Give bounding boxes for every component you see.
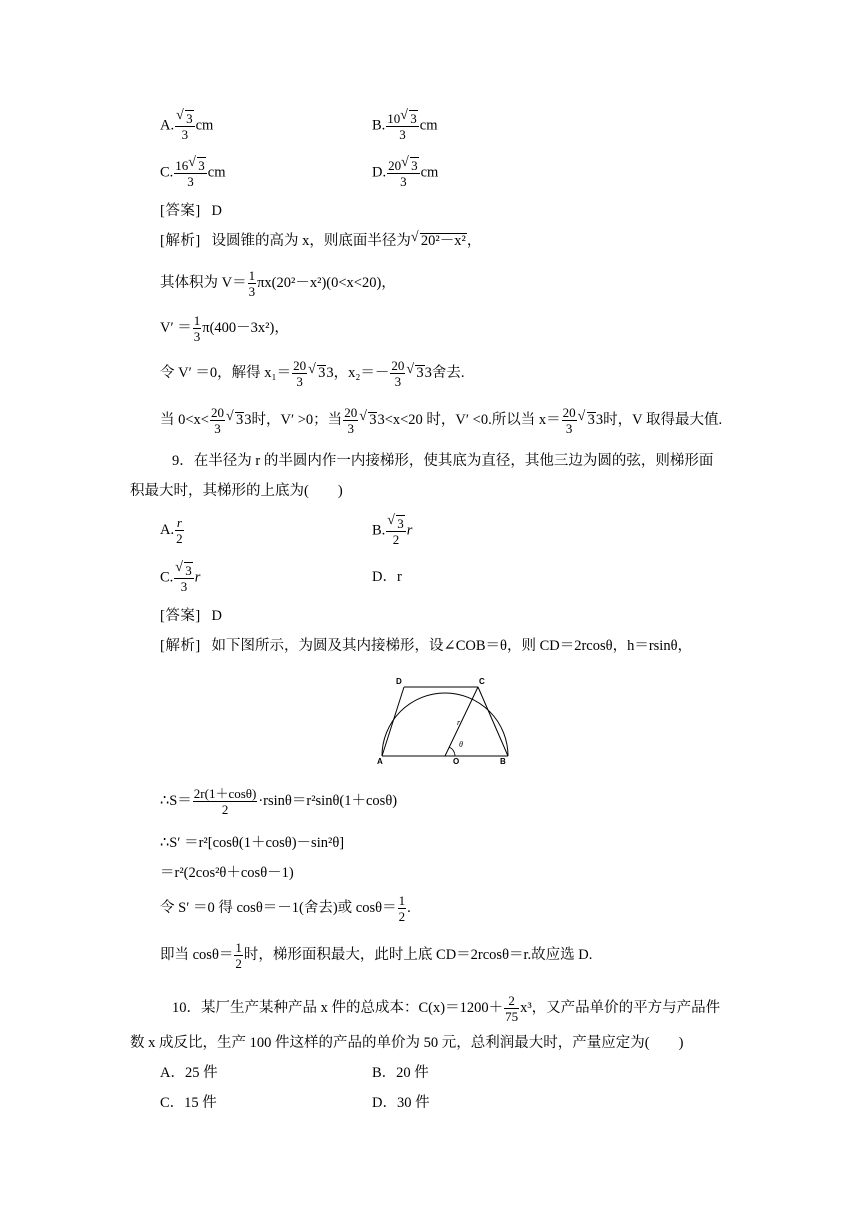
q8-answer: [答案] D [160, 203, 223, 219]
fraction: $\frac{10√ 3}{3}$ [386, 110, 419, 142]
q9-option-a: A. $\frac{r}{2}$ [160, 515, 183, 546]
q8-analysis-line4: 令 V′ ＝0，解得 x₁＝ $\frac{20}{3}$ √ 33，x₂＝－ $\frac{20}{3}$ √ 33舍去. [160, 358, 465, 389]
q9-answer: [答案] D [160, 608, 223, 624]
q9-s5: 即当 cosθ＝ $\frac{1}{2}$ 时，梯形面积最大，此时上底 CD＝2rcosθ＝r.故应选 D. [160, 940, 593, 971]
q10-option-b: B．20 件 [372, 1065, 429, 1081]
label-a: A [377, 757, 383, 764]
q8-analysis-line1: [解析] 设圆锥的高为 x，则底面半径为√ 20²－x²， [160, 233, 481, 249]
q10-stem-line1: 10．某厂生产某种产品 x 件的总成本：C(x)＝1200＋ $\frac{2}{75}$ x³，又产品单价的平方与产品件 [172, 993, 721, 1024]
q8-option-d: D. $\frac{20√ 3}{3}$ cm [372, 157, 438, 189]
q9-stem-line1: 9．在半径为 r 的半圆内作一内接梯形，使其底为直径，其他三边为圆的弦，则梯形面 [172, 453, 714, 469]
q9-s1: ∴S＝ $\frac{2r(1+\cos\theta)}{2}$ ·rsinθ＝r²sinθ(1＋cosθ) [160, 786, 398, 817]
label-b: B [500, 757, 506, 764]
q9-analysis-line1: [解析] 如下图所示，为圆及其内接梯形，设∠COB＝θ，则 CD＝2rcosθ，h＝rsinθ， [160, 638, 693, 654]
q8-analysis-line3: V′ ＝ $\frac{1}{3}$ π(400－3x²)， [160, 313, 289, 344]
q9-option-d: D．r [372, 569, 402, 585]
fraction: √ $\frac{3}{3}$ [175, 110, 195, 142]
q9-s2: ∴S′ ＝r²[cosθ(1＋cosθ)－sin²θ] [160, 835, 345, 851]
label-r: r [457, 718, 461, 727]
label-c: C [479, 677, 485, 686]
q9-s3: ＝r²(2cos²θ＋cosθ－1) [160, 865, 294, 881]
label-d: D [396, 677, 402, 686]
q10-option-c: C．15 件 [160, 1095, 217, 1111]
q8-option-c: C. $\frac{16√ 3}{3}$ cm [160, 157, 226, 189]
q10-option-a: A．25 件 [160, 1065, 218, 1081]
semicircle-arc [382, 693, 508, 756]
fraction: $\frac{16√ 3}{3}$ [174, 157, 207, 189]
angle-arc [449, 747, 455, 756]
q9-stem-line2: 积最大时，其梯形的上底为( ) [130, 483, 343, 499]
q9-option-c: C. √ $\frac{3}{3}$ r [160, 562, 200, 594]
label-o: O [453, 757, 460, 764]
chord-ad [382, 687, 404, 756]
q10-stem-line2: 数 x 成反比，生产 100 件这样的产品的单价为 50 元，总利润最大时，产量应定为( ) [130, 1035, 684, 1051]
q8-option-a: A. √ $\frac{3}{3}$ cm [160, 110, 213, 142]
label-theta: θ [459, 740, 463, 749]
q10-option-d: D．30 件 [372, 1095, 430, 1111]
fraction: $\frac{20√ 3}{3}$ [387, 157, 420, 189]
chord-cb [478, 687, 508, 756]
q8-option-b: B. $\frac{10√ 3}{3}$ cm [372, 110, 438, 142]
q9-option-b: B. √ $\frac{3}{2}$ r [372, 515, 412, 547]
q9-s4: 令 S′ ＝0 得 cosθ＝－1(舍去)或 cosθ＝ $\frac{1}{2}$ . [160, 893, 411, 924]
q8-analysis-line5: 当 0<x< $\frac{20}{3}$ √ 33时，V′ >0；当 $\frac{20}{3}$ √ 33<x<20 时，V′ <0.所以当 x＝ $\frac{20}{3}$ √ 33时，V 取得最大值. [160, 405, 722, 436]
q8-analysis-line2: 其体积为 V＝ $\frac{1}{3}$ πx(20²－x²)(0<x<20)， [160, 268, 396, 299]
semicircle-trapezoid-figure [372, 672, 518, 764]
